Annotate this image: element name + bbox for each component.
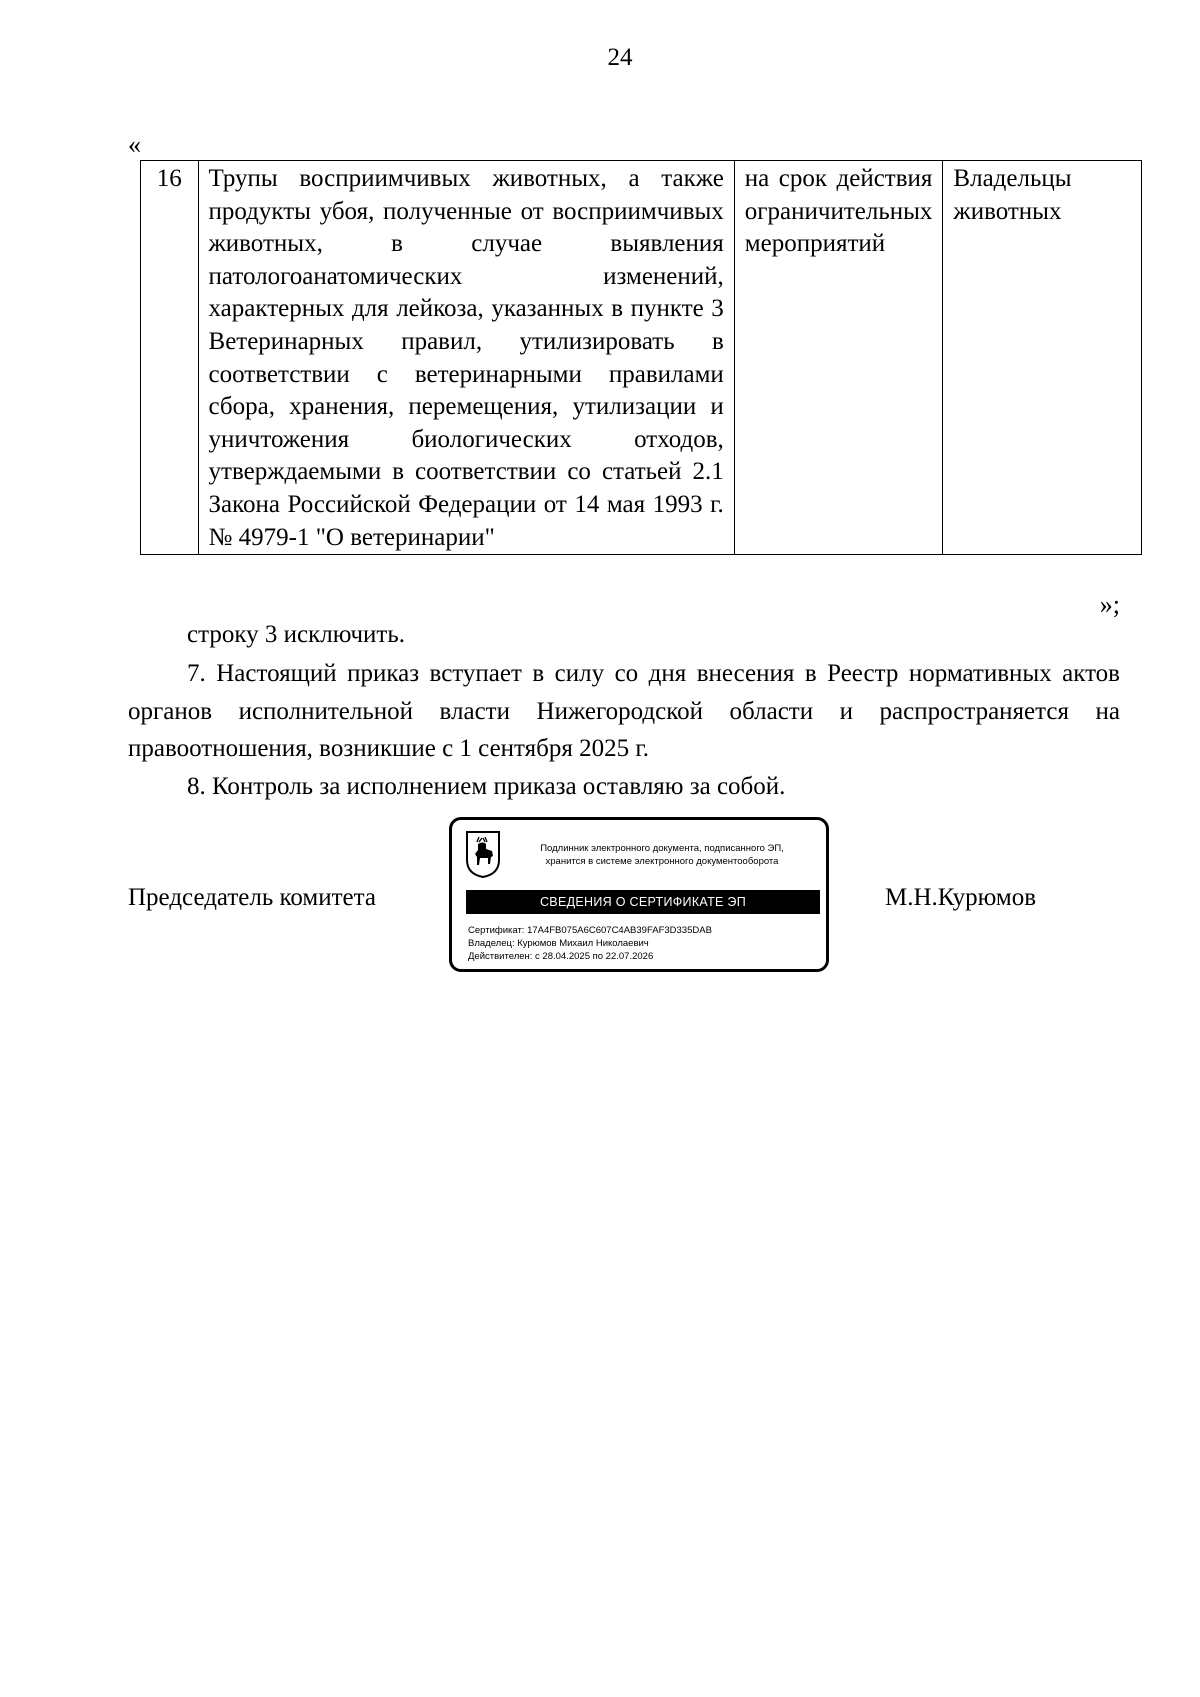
stamp-header xyxy=(512,842,812,868)
stamp-header-line: Подлинник электронного документа, подписанного ЭП, xyxy=(540,843,784,854)
table-row xyxy=(141,161,1142,555)
opening-quote-mark: « xyxy=(128,130,141,159)
stamp-header-line: хранится в системе электронного документооборота xyxy=(545,856,779,867)
row-term-cell: на срок действия ограничительных мероприятий xyxy=(734,161,943,555)
nizhny-novgorod-deer-emblem-icon xyxy=(465,830,501,878)
amendment-table xyxy=(140,160,1142,555)
certificate-owner: Владелец: Курюмов Михаил Николаевич xyxy=(468,938,649,949)
electronic-signature-stamp xyxy=(449,817,829,972)
paragraph-7-effective-date: 7. Настоящий приказ вступает в силу со дня внесения в Реестр нормативных актов органов исполнительной власти Нижегородской области и распространяется на правоотношения, возникшие с 1 сентября 2025 г. xyxy=(128,660,1120,762)
certificate-number: Сертификат: 17A4FB075A6C607C4AB39FAF3D335DAB xyxy=(468,925,712,936)
closing-quote-mark: »; xyxy=(1099,590,1120,619)
certificate-validity: Действителен: с 28.04.2025 по 22.07.2026 xyxy=(468,951,654,962)
row-responsible-cell: Владельцы животных xyxy=(943,161,1142,555)
certificate-info-bar: СВЕДЕНИЯ О СЕРТИФИКАТЕ ЭП xyxy=(466,890,820,914)
signer-title: Председатель комитета xyxy=(128,884,376,911)
row-description-cell: Трупы восприимчивых животных, а также продукты убоя, полученные от восприимчивых животных, в случае выявления патологоанатомических изменений, характерных для лейкоза, указанных в пункте 3 Ветеринарных правил, утилизировать в соответствии с ветеринарными правилами сбора, хранения, перемещения, утилизации и уничтожения биологических отходов, утверждаемыми в соответствии со статьей 2.1 Закона Российской Федерации от 14 мая 1993 г. № 4979-1 "О ветеринарии" xyxy=(198,161,734,555)
page-number: 24 xyxy=(607,44,633,71)
paragraph-8-control: 8. Контроль за исполнением приказа оставляю за собой. xyxy=(187,773,786,800)
signer-name: М.Н.Курюмов xyxy=(885,884,1037,911)
row-number-cell: 16 xyxy=(141,161,199,555)
paragraph-exclude-line: строку 3 исключить. xyxy=(187,621,405,648)
